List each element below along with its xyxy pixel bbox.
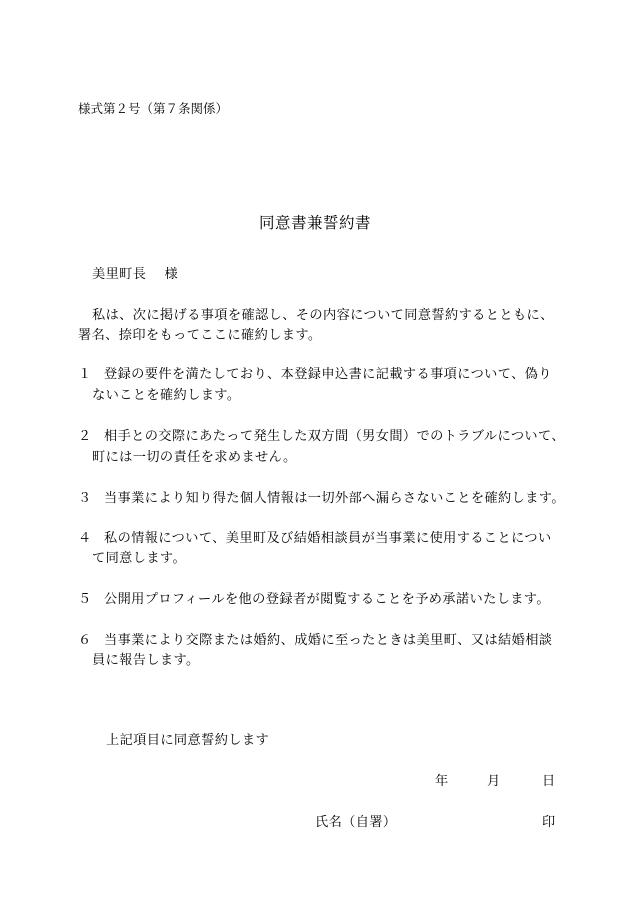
item-text: 当事業により知り得た個人情報は一切外部へ漏らさないことを確約します。 bbox=[104, 491, 565, 506]
item-number: １ bbox=[78, 367, 92, 382]
item-text-continued: て同意します。 bbox=[92, 551, 187, 566]
item-text-continued: 町には一切の責任を求めません。 bbox=[92, 450, 297, 465]
intro-line-1: 私は、次に掲げる事項を確認し、その内容について同意誓約するとともに、 bbox=[92, 308, 554, 323]
form-number: 様式第２号（第７条関係） bbox=[78, 101, 229, 116]
item-number: ６ bbox=[78, 633, 92, 648]
item-number: ５ bbox=[78, 592, 92, 607]
item-text: 登録の要件を満たしており、本登録申込書に記載する事項について、偽り bbox=[104, 367, 552, 382]
item-text-continued: ないことを確約します。 bbox=[92, 388, 241, 403]
item-number: ３ bbox=[78, 491, 92, 506]
item-text: 公開用プロフィールを他の登録者が閲覧することを予め承諾いたします。 bbox=[104, 592, 551, 607]
seal-label: 印 bbox=[542, 815, 556, 830]
item-text: 当事業により交際または婚約、成婚に至ったときは美里町、又は結婚相談 bbox=[104, 633, 553, 648]
date-year-label: 年 bbox=[435, 774, 449, 789]
addressee: 美里町長 様 bbox=[92, 267, 179, 282]
item-text: 相手との交際にあたって発生した双方間（男女間）でのトラブルについて、 bbox=[104, 429, 565, 444]
intro-line-2: 署名、捺印をもってここに確約します。 bbox=[78, 328, 322, 343]
item-number: ４ bbox=[78, 531, 92, 546]
date-day-label: 日 bbox=[542, 774, 556, 789]
item-text: 私の情報について、美里町及び結婚相談員が当事業に使用することについ bbox=[104, 531, 552, 546]
signature-label: 氏名（自署） bbox=[315, 815, 397, 830]
date-month-label: 月 bbox=[487, 774, 501, 789]
page-title: 同意書兼誓約書 bbox=[258, 214, 371, 232]
item-number: ２ bbox=[78, 429, 92, 444]
agreement-statement: 上記項目に同意誓約します bbox=[106, 733, 270, 748]
item-text-continued: 員に報告します。 bbox=[92, 653, 200, 668]
